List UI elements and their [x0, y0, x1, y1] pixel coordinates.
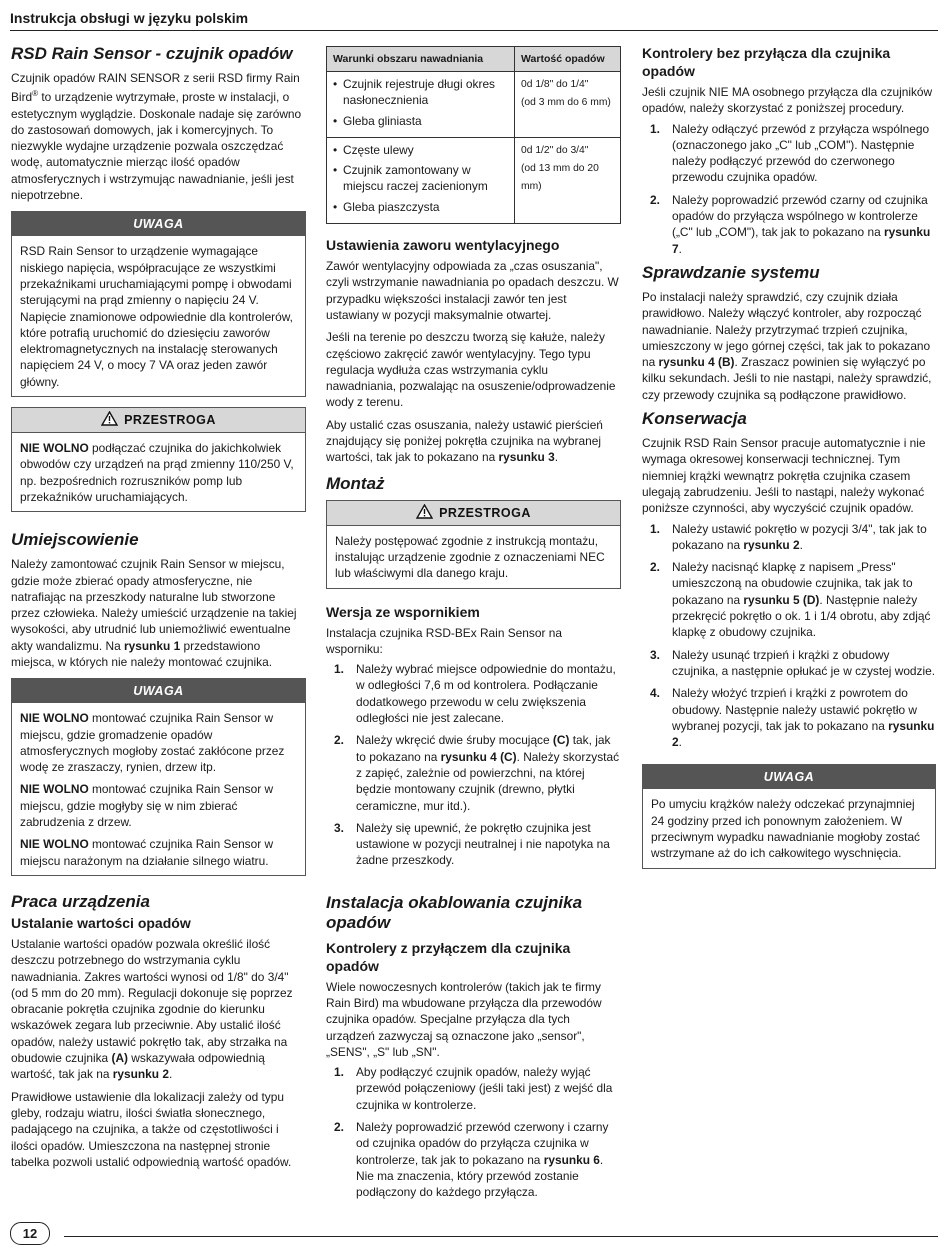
- list-item: 1. Należy wybrać miejsce odpowiednie do montażu, w odległości 7,6 m od kontrolera. Podłączanie dodatkowego przewodu w celu zwiększenia odległości nie jest zalecane.: [334, 662, 616, 726]
- caution-heading: PRZESTROGA: [327, 501, 620, 526]
- warning-triangle-icon: [416, 504, 433, 519]
- note-heading: UWAGA: [12, 679, 305, 703]
- column-left: [11, 44, 306, 1176]
- caution-box-mounting: [326, 500, 621, 589]
- nowire-intro: Jeśli czujnik NIE MA osobnego przyłącza dla czujników opadów, należy skorzystać z poniższej procedury.: [642, 85, 933, 116]
- table-value-metric: (od 3 mm do 6 mm): [521, 97, 611, 108]
- section-title-placement: Umiejscowienie: [11, 530, 139, 550]
- rainfall-settings-table: [326, 46, 621, 224]
- list-item: 1. Należy ustawić pokrętło w pozycji 3/4", tak jak to pokazano na rysunku 2.: [650, 521, 927, 552]
- doc-title: RSD Rain Sensor - czujnik opadów: [11, 44, 293, 63]
- caution-heading: PRZESTROGA: [12, 408, 305, 433]
- note-text: Po umyciu krążków należy odczekać przynajmniej 24 godziny przed ich ponownym założeniem. W przeciwnym wypadku nawadnianie mogłoby zostać wstrzymane aż do ich całkowitego wyschnięcia.: [651, 797, 920, 861]
- nowire-steps: [642, 121, 936, 257]
- table-row: [327, 137, 621, 223]
- table-header: Wartość opadów: [515, 47, 621, 72]
- vent-paragraph-2: Jeśli na terenie po deszczu tworzą się kałuże, należy częściowo zakręcić zawór wentylacyjny. Tego typu regulacja wydłuża czas wstrzymania cyklu nawadniania, pozwalając na osuszenie/odprowadzenie wody z terenu.: [326, 330, 616, 410]
- note-box-drying: [642, 764, 936, 868]
- list-item: 3. Należy usunąć trzpień i krążki z obudowy czujnika, a następnie opłukać je w czystej wodzie.: [650, 647, 936, 678]
- table-cell-item: • Czujnik zamontowany w miejscu raczej zacienionym: [333, 162, 508, 195]
- list-item: 2. Należy wkręcić dwie śruby mocujące (C) tak, jak to pokazano na rysunku 4 (C). Należy skorzystać z zapięć, zależnie od powierzchni, na której będzie montowany czujnik (drewno, płytki ceramiczne, mur itd.).: [334, 733, 620, 813]
- maintenance-intro: Czujnik RSD Rain Sensor pracuje automatycznie i nie wymaga okresowej konserwacji technicznej. Tym niemniej krążki wewnątrz pokrętła czujnika czasem ulegają zabrudzeniu. Jeśli to nastąpi, należy wykonać poniższe czynności, aby wyczyścić czujnik opadów.: [642, 436, 926, 516]
- caution-text: NIE WOLNO podłączać czujnika do jakichkolwiek obwodów czy urządzeń na prąd zmienny 110/250 V, np. bezpośrednich rozruszników pomp lub przekaźników uruchamiających.: [20, 441, 294, 504]
- settings-paragraph-1: Ustalanie wartości opadów pozwala określić ilość deszczu potrzebnego do wstrzymania cyklu nawadniania. Zakres wartości wynosi od 1/8" do 3/4" (od 5 mm do 20 mm). Regulacji dokonuje się poprzez obracanie pokrętła czujnika zgodnie do kierunku wskazówek zegara lub przeciwnie. Aby ustalić ilość opadów, należy ustawić pokrętło tak, aby strzałka na obudowie czujnika (A) wskazywała odpowiednią wartość, tak jak na rysunku 2.: [11, 936, 293, 1082]
- wired-steps: [326, 1064, 621, 1200]
- footer-divider: [64, 1236, 938, 1237]
- note-box-placement: [11, 678, 306, 876]
- table-cell-item: • Gleba gliniasta: [333, 113, 508, 129]
- note-heading: UWAGA: [643, 765, 935, 789]
- table-cell-item: • Gleba piaszczysta: [333, 199, 508, 215]
- section-title-operation: Praca urządzenia: [11, 891, 150, 911]
- list-item: 2. Należy poprowadzić przewód czerwony i czarny od czujnika opadów do przyłącza czujnika w kontrolerze, tak jak to pokazano na rysunku 6. Nie ma znaczenia, który przewód zostanie podłączony do każdego przyłącza.: [334, 1120, 609, 1200]
- bracket-steps: [326, 661, 621, 869]
- subsection-title-wired: Kontrolery z przyłączem dla czujnika opadów: [326, 939, 571, 974]
- note-box-low-voltage: [11, 211, 306, 397]
- page-header: [10, 10, 938, 31]
- section-title-system-check: Sprawdzanie systemu: [642, 262, 820, 282]
- page-number: 12: [10, 1222, 50, 1245]
- list-item: 4. Należy włożyć trzpień i krążki z powrotem do obudowy. Następnie należy ustawić pokrętło w wybranej pozycji, tak jak to pokazano na rysunku 2.: [650, 686, 935, 750]
- column-middle: [326, 44, 621, 1207]
- header-title: Instrukcja obsługi w języku polskim: [10, 10, 249, 26]
- table-cell-item: • Czujnik rejestruje długi okres nasłonecznienia: [333, 76, 508, 109]
- intro-paragraph: Czujnik opadów RAIN SENSOR z serii RSD firmy Rain Bird® to urządzenie wytrzymałe, proste w instalacji, o estetycznym wyglądzie. Doskonale nadaje się zarówno do zastosowań domowych, jak i komercyjnych. To niezwykle wydajne urządzenie pozwala oszczędzać wodę, automatycznie mierząc ilość opadów atmosferycznych i wstrzymując nawadnianie, jeśli jest niepotrzebne.: [11, 71, 302, 203]
- table-value: 0d 1/2" do 3/4": [521, 144, 589, 156]
- wired-intro: Wiele nowoczesnych kontrolerów (takich jak te firmy Rain Bird) ma wbudowane przyłącza dla przewodów czujnika opadów. Specjalne przyłącza dla tych urządzeń zazwyczaj są oznaczone jako „sensor", „SENS", „S" lub „SN".: [326, 979, 602, 1059]
- list-item: 2. Należy nacisnąć klapkę z napisem „Press" umieszczoną na obudowie czujnika, tak jak to pokazano na rysunku 5 (D). Następnie należy przekręcić pokrętło o ok. 1 i 1/4 obrotu, aby zdjąć klapkę z obudowy czujnika.: [650, 560, 931, 640]
- section-title-wiring: Instalacja okablowania czujnika opadów: [326, 892, 583, 932]
- note-item: NIE WOLNO montować czujnika Rain Sensor w miejscu narażonym na działanie silnego wiatru.: [20, 837, 274, 868]
- column-right: [642, 44, 936, 879]
- subsection-title-vent: Ustawienia zaworu wentylacyjnego: [326, 237, 560, 254]
- table-value: 0d 1/8" do 1/4": [521, 79, 589, 90]
- note-item: NIE WOLNO montować czujnika Rain Sensor w miejscu, gdzie gromadzenie opadów atmosferycznych mogłoby zostać zakłócone przez wodę ze zraszaczy, rynien, drzew itp.: [20, 711, 285, 775]
- settings-paragraph-2: Prawidłowe ustawienie dla lokalizacji zależy od typu gleby, rodzaju wiatru, ilości światła słonecznego, padającego na czujnika, a także od częstotliwości i ilości opadów. Umieszczona na następnej stronie tabelka pozwoli ustalić odpowiednią wartość opadów.: [11, 1089, 292, 1169]
- list-item: 1. Aby podłączyć czujnik opadów, należy wyjąć przewód połączeniowy (jeśli taki jest) z wejść dla czujnika w kontrolerze.: [334, 1065, 613, 1112]
- list-item: 2. Należy poprowadzić przewód czarny od czujnika opadów do przyłącza wspólnego w kontrolerze („C" lub „COM"), tak jak to pokazano na rysunku 7.: [650, 192, 931, 256]
- table-header-row: [327, 47, 621, 72]
- table-value-metric: (od 13 mm do 20 mm): [521, 162, 599, 192]
- table-cell-item: • Częste ulewy: [333, 142, 508, 158]
- vent-paragraph-1: Zawór wentylacyjny odpowiada za „czas osuszania", czyli wstrzymanie nawadniania po opadach deszczu. W przypadku większości instalacji zawór ten jest ustawiany w pozycji maksymalnie otwartej.: [326, 259, 619, 322]
- warning-triangle-icon: [101, 411, 118, 426]
- caution-text: Należy postępować zgodnie z instrukcją montażu, instalując urządzenie zgodnie z oznaczeniami NEC lub właściwymi dla danego kraju.: [335, 533, 605, 581]
- note-text: RSD Rain Sensor to urządzenie wymagające niskiego napięcia, współpracujące ze wszystkimi przekaźnikami uruchamiającymi pompę i obwodami sterującymi na prąd zmienny o napięciu 24 V. Napięcie znamionowe odpowiednie dla kontrolerów, które potrafią uruchomić do dziesięciu zaworów elektromagnetycznych na instalację sterowanych napięciem 24 V, o mocy 7 VA oraz jeden zawór główny.: [20, 244, 293, 389]
- section-title-maintenance: Konserwacja: [642, 409, 747, 429]
- bracket-intro: Instalacja czujnika RSD-BEx Rain Sensor na wsporniku:: [326, 625, 562, 656]
- caution-box-voltage: [11, 407, 306, 512]
- check-paragraph: Po instalacji należy sprawdzić, czy czujnik działa prawidłowo. Należy włączyć kontroler, aby rozpocząć nawadnianie. Należy przytrzymać trzpień czujnika, umieszczony w jego górnej części, tak jak to pokazano na rysunku 4 (B). Zraszacz powinien się wyłączyć po kilku sekundach. Jeśli to nie nastąpi, należy sprawdzić, czy przewody czujnika są podłączone prawidłowo.: [642, 289, 932, 402]
- subsection-title-settings: Ustalanie wartości opadów: [11, 914, 191, 931]
- note-heading: UWAGA: [12, 212, 305, 236]
- section-title-mounting: Montaż: [326, 473, 385, 493]
- maintenance-steps: [642, 521, 936, 751]
- list-item: 3. Należy się upewnić, że pokrętło czujnika jest ustawione w pozycji neutralnej i nie napotyka na żadne przeszkody.: [334, 820, 610, 868]
- table-header: Warunki obszaru nawadniania: [327, 47, 515, 72]
- table-row: [327, 72, 621, 138]
- note-item: NIE WOLNO montować czujnika Rain Sensor w miejscu, gdzie mogłyby się w nim zbierać zabrudzenia z drzew.: [20, 782, 274, 830]
- list-item: 1. Należy odłączyć przewód z przyłącza wspólnego (oznaczonego jako „C" lub „COM"). Następnie należy podłączyć przewód do czerwonego przewodu czujnika opadów.: [650, 121, 930, 185]
- page-footer: [10, 1222, 938, 1246]
- subsection-title-no-sensor-terminal: Kontrolery bez przyłącza dla czujnika opadów: [642, 45, 891, 79]
- vent-paragraph-3: Aby ustalić czas osuszania, należy ustawić pierścień znajdujący się poniżej pokrętła czujnika na wybranej wartości, tak jak to pokazano na rysunku 3.: [326, 417, 603, 465]
- placement-paragraph: Należy zamontować czujnik Rain Sensor w miejscu, gdzie może zbierać opady atmosferyczne, nie natrafiając na przeszkody naturalne lub stworzone przez człowieka. Należy umieścić urządzenie na takiej wysokości, aby utrudnić lub uniemożliwić ewentualne akty wandalizmu. Na rysunku 1 przedstawiono miejsca, w których nie należy montować czujnika.: [11, 557, 297, 669]
- subsection-title-bracket: Wersja ze wspornikiem: [326, 603, 480, 620]
